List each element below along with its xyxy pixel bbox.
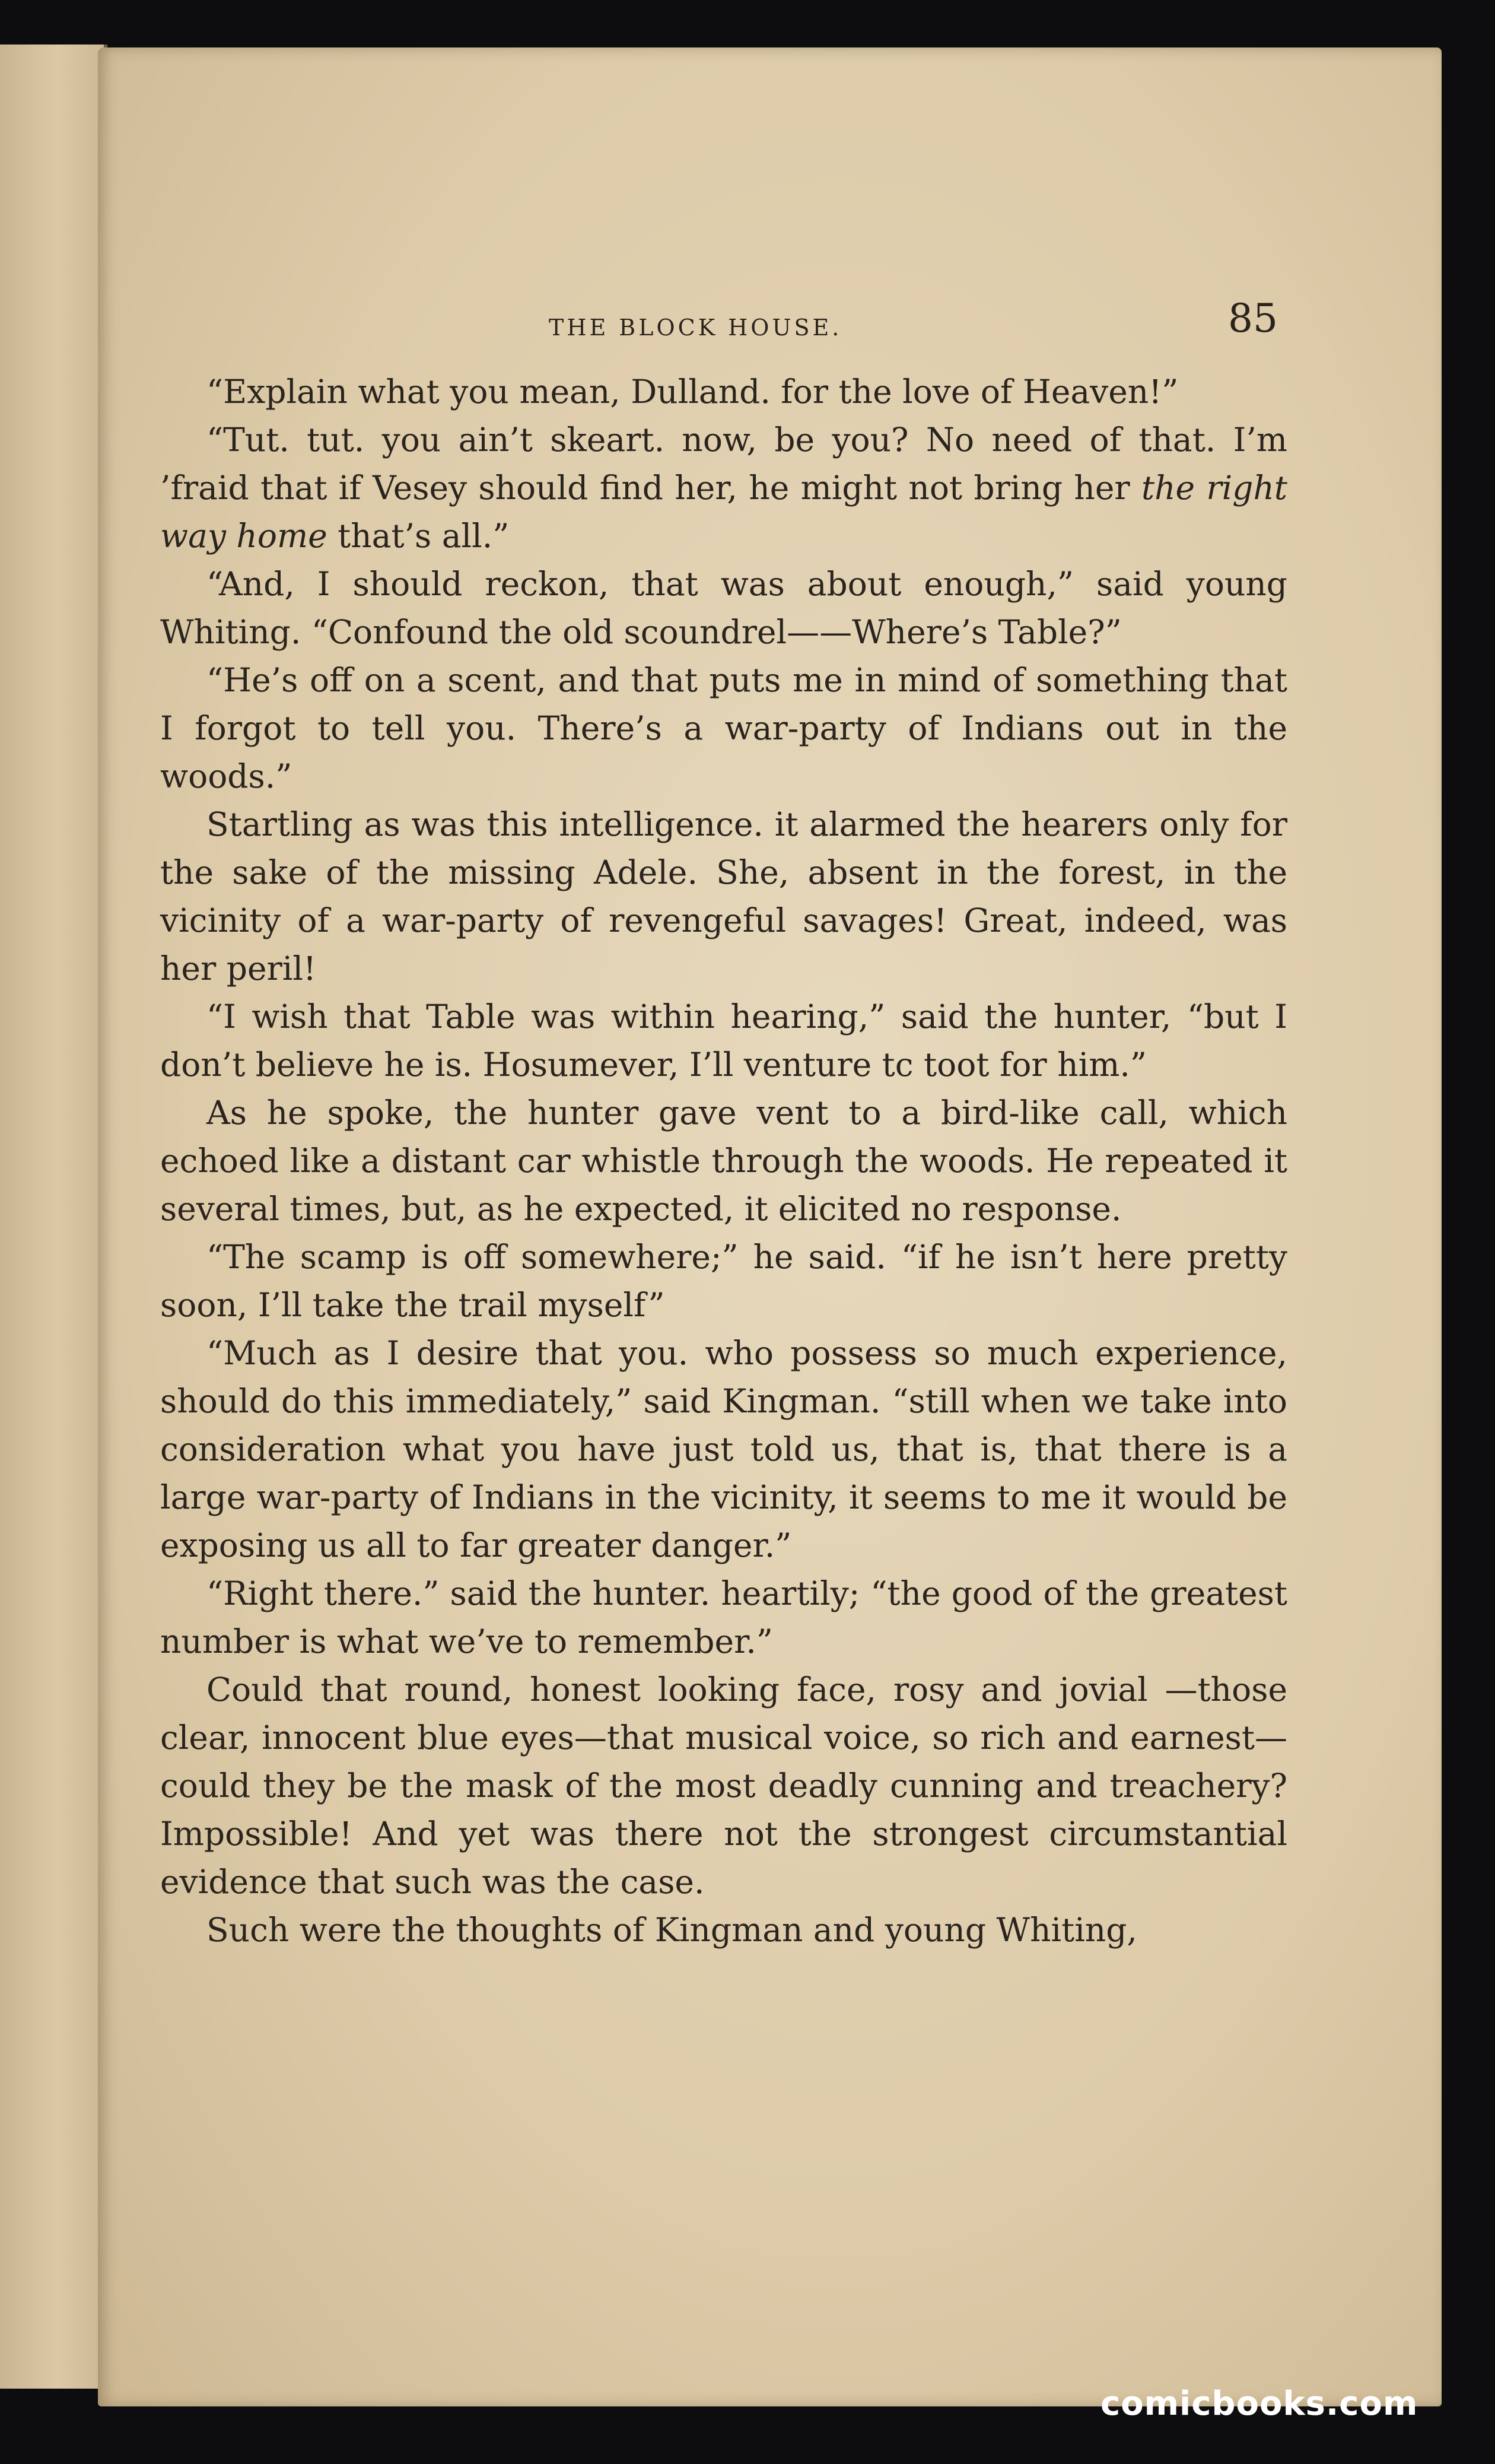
paragraph: Such were the thoughts of Kingman and young Whiting,	[206, 1911, 1137, 1949]
paragraph: “I wish that Table was within hearing,” said the hunter, “but I don’t believe he is. Hosumever, I’ll venture tc toot for him.”	[160, 998, 1287, 1084]
paragraph	[160, 416, 1287, 560]
paragraph: “Explain what you mean, Dulland. for the love of Heaven!”	[206, 373, 1179, 411]
paragraph: “Much as I desire that you. who possess so much experience, should do this immediately,” said Kingman. “still when we take into consideration what you have just told us, that is, that there is a large war-party of Indians in the vicinity, it seems to me it would be exposing us all to far greater danger.”	[160, 1334, 1287, 1564]
paragraph: “And, I should reckon, that was about enough,” said young Whiting. “Confound the old scoundrel——Where’s Table?”	[160, 565, 1287, 651]
paragraph: “He’s off on a scent, and that puts me in mind of something that I forgot to tell you. There’s a war-party of Indians out in the woods.”	[160, 661, 1287, 795]
paragraph: As he spoke, the hunter gave vent to a bird-like call, which echoed like a distant car whistle through the woods. He repeated it several times, but, as he expected, it elicited no response.	[160, 1094, 1287, 1228]
paragraph: Could that round, honest looking face, rosy and jovial —those clear, innocent blue eyes—that musical voice, so rich and earnest—could they be the mask of the most deadly cunning and treachery? Impossible! And yet was there not the strongest circumstantial evidence that such was the case.	[160, 1671, 1287, 1901]
body-text	[160, 368, 1287, 1954]
paragraph-text: that’s all.”	[327, 517, 510, 555]
running-header	[98, 273, 1442, 344]
italic-phrase: the right way home	[160, 469, 1288, 555]
paragraph-text: “Tut. tut. you ain’t skeart. now, be you? No need of that. I’m ’fraid that if Vesey should find her, he might not bring her	[160, 421, 1287, 507]
book-page	[98, 47, 1442, 2406]
left-page-edge	[0, 45, 107, 2389]
running-header-title: THE BLOCK HOUSE.	[549, 315, 842, 341]
watermark-text: comicbooks.com	[1100, 2384, 1418, 2423]
paragraph: “The scamp is off somewhere;” he said. “if he isn’t here pretty soon, I’ll take the trail myself”	[160, 1238, 1287, 1324]
paragraph: “Right there.” said the hunter. heartily; “the good of the greatest number is what we’ve to remember.”	[160, 1574, 1287, 1660]
paragraph: Startling as was this intelligence. it alarmed the hearers only for the sake of the missing Adele. She, absent in the forest, in the vicinity of a war-party of revengeful savages! Great, indeed, was her peril!	[160, 805, 1287, 987]
page-number: 85	[1228, 296, 1278, 341]
